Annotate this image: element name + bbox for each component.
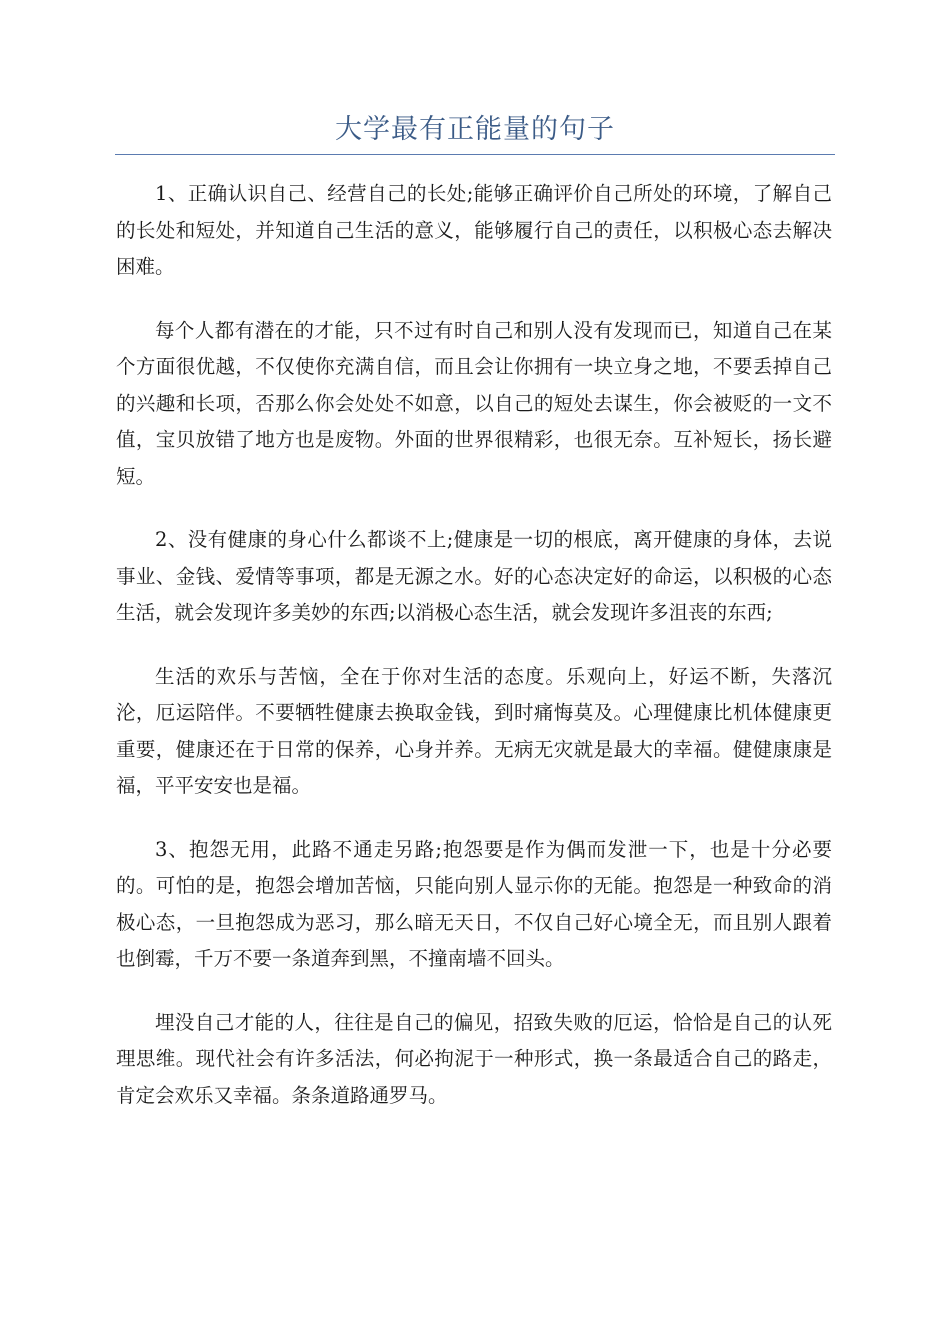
- paragraph-4: 生活的欢乐与苦恼，全在于你对生活的态度。乐观向上，好运不断，失落沉沦，厄运陪伴。不要牺牲健康去换取金钱，到时痛悔莫及。心理健康比机体健康更重要，健康还在于日常的保养，心身并养。无病无灾就是最大的幸福。健健康康是福，平平安安也是福。: [116, 664, 832, 797]
- paragraph-3: 2、没有健康的身心什么都谈不上;健康是一切的根底，离开健康的身体，去说事业、金钱、爱情等事项，都是无源之水。好的心态决定好的命运，以积极的心态生活，就会发现许多美妙的东西;以消极心态生活，就会发现许多沮丧的东西;: [116, 528, 832, 624]
- paragraph-6: 埋没自己才能的人，往往是自己的偏见，招致失败的厄运，恰恰是自己的认死理思维。现代社会有许多活法，何必拘泥于一种形式，换一条最适合自己的路走，肯定会欢乐又幸福。条条道路通罗马。: [116, 1010, 832, 1107]
- paragraph-2: 每个人都有潜在的才能，只不过有时自己和别人没有发现而已，知道自己在某个方面很优越，不仅使你充满自信，而且会让你拥有一块立身之地，不要丢掉自己的兴趣和长项，否那么你会处处不如意，以自己的短处去谋生，你会被贬的一文不值，宝贝放错了地方也是废物。外面的世界很精彩，也很无奈。互补短长，扬长避短。: [116, 318, 832, 488]
- title-underline: [115, 154, 835, 155]
- document-title: 大学最有正能量的句子: [335, 114, 615, 145]
- document-body: [116, 176, 832, 1141]
- paragraph-5: 3、抱怨无用，此路不通走另路;抱怨要是作为偶而发泄一下，也是十分必要的。可怕的是，抱怨会增加苦恼，只能向别人显示你的无能。抱怨是一种致命的消极心态，一旦抱怨成为恶习，那么暗无天日，不仅自己好心境全无，而且别人跟着也倒霉，千万不要一条道奔到黑，不撞南墙不回头。: [116, 837, 832, 970]
- paragraph-1: 1、正确认识自己、经营自己的长处;能够正确评价自己所处的环境，了解自己的长处和短处，并知道自己生活的意义，能够履行自己的责任，以积极心态去解决困难。: [116, 182, 832, 278]
